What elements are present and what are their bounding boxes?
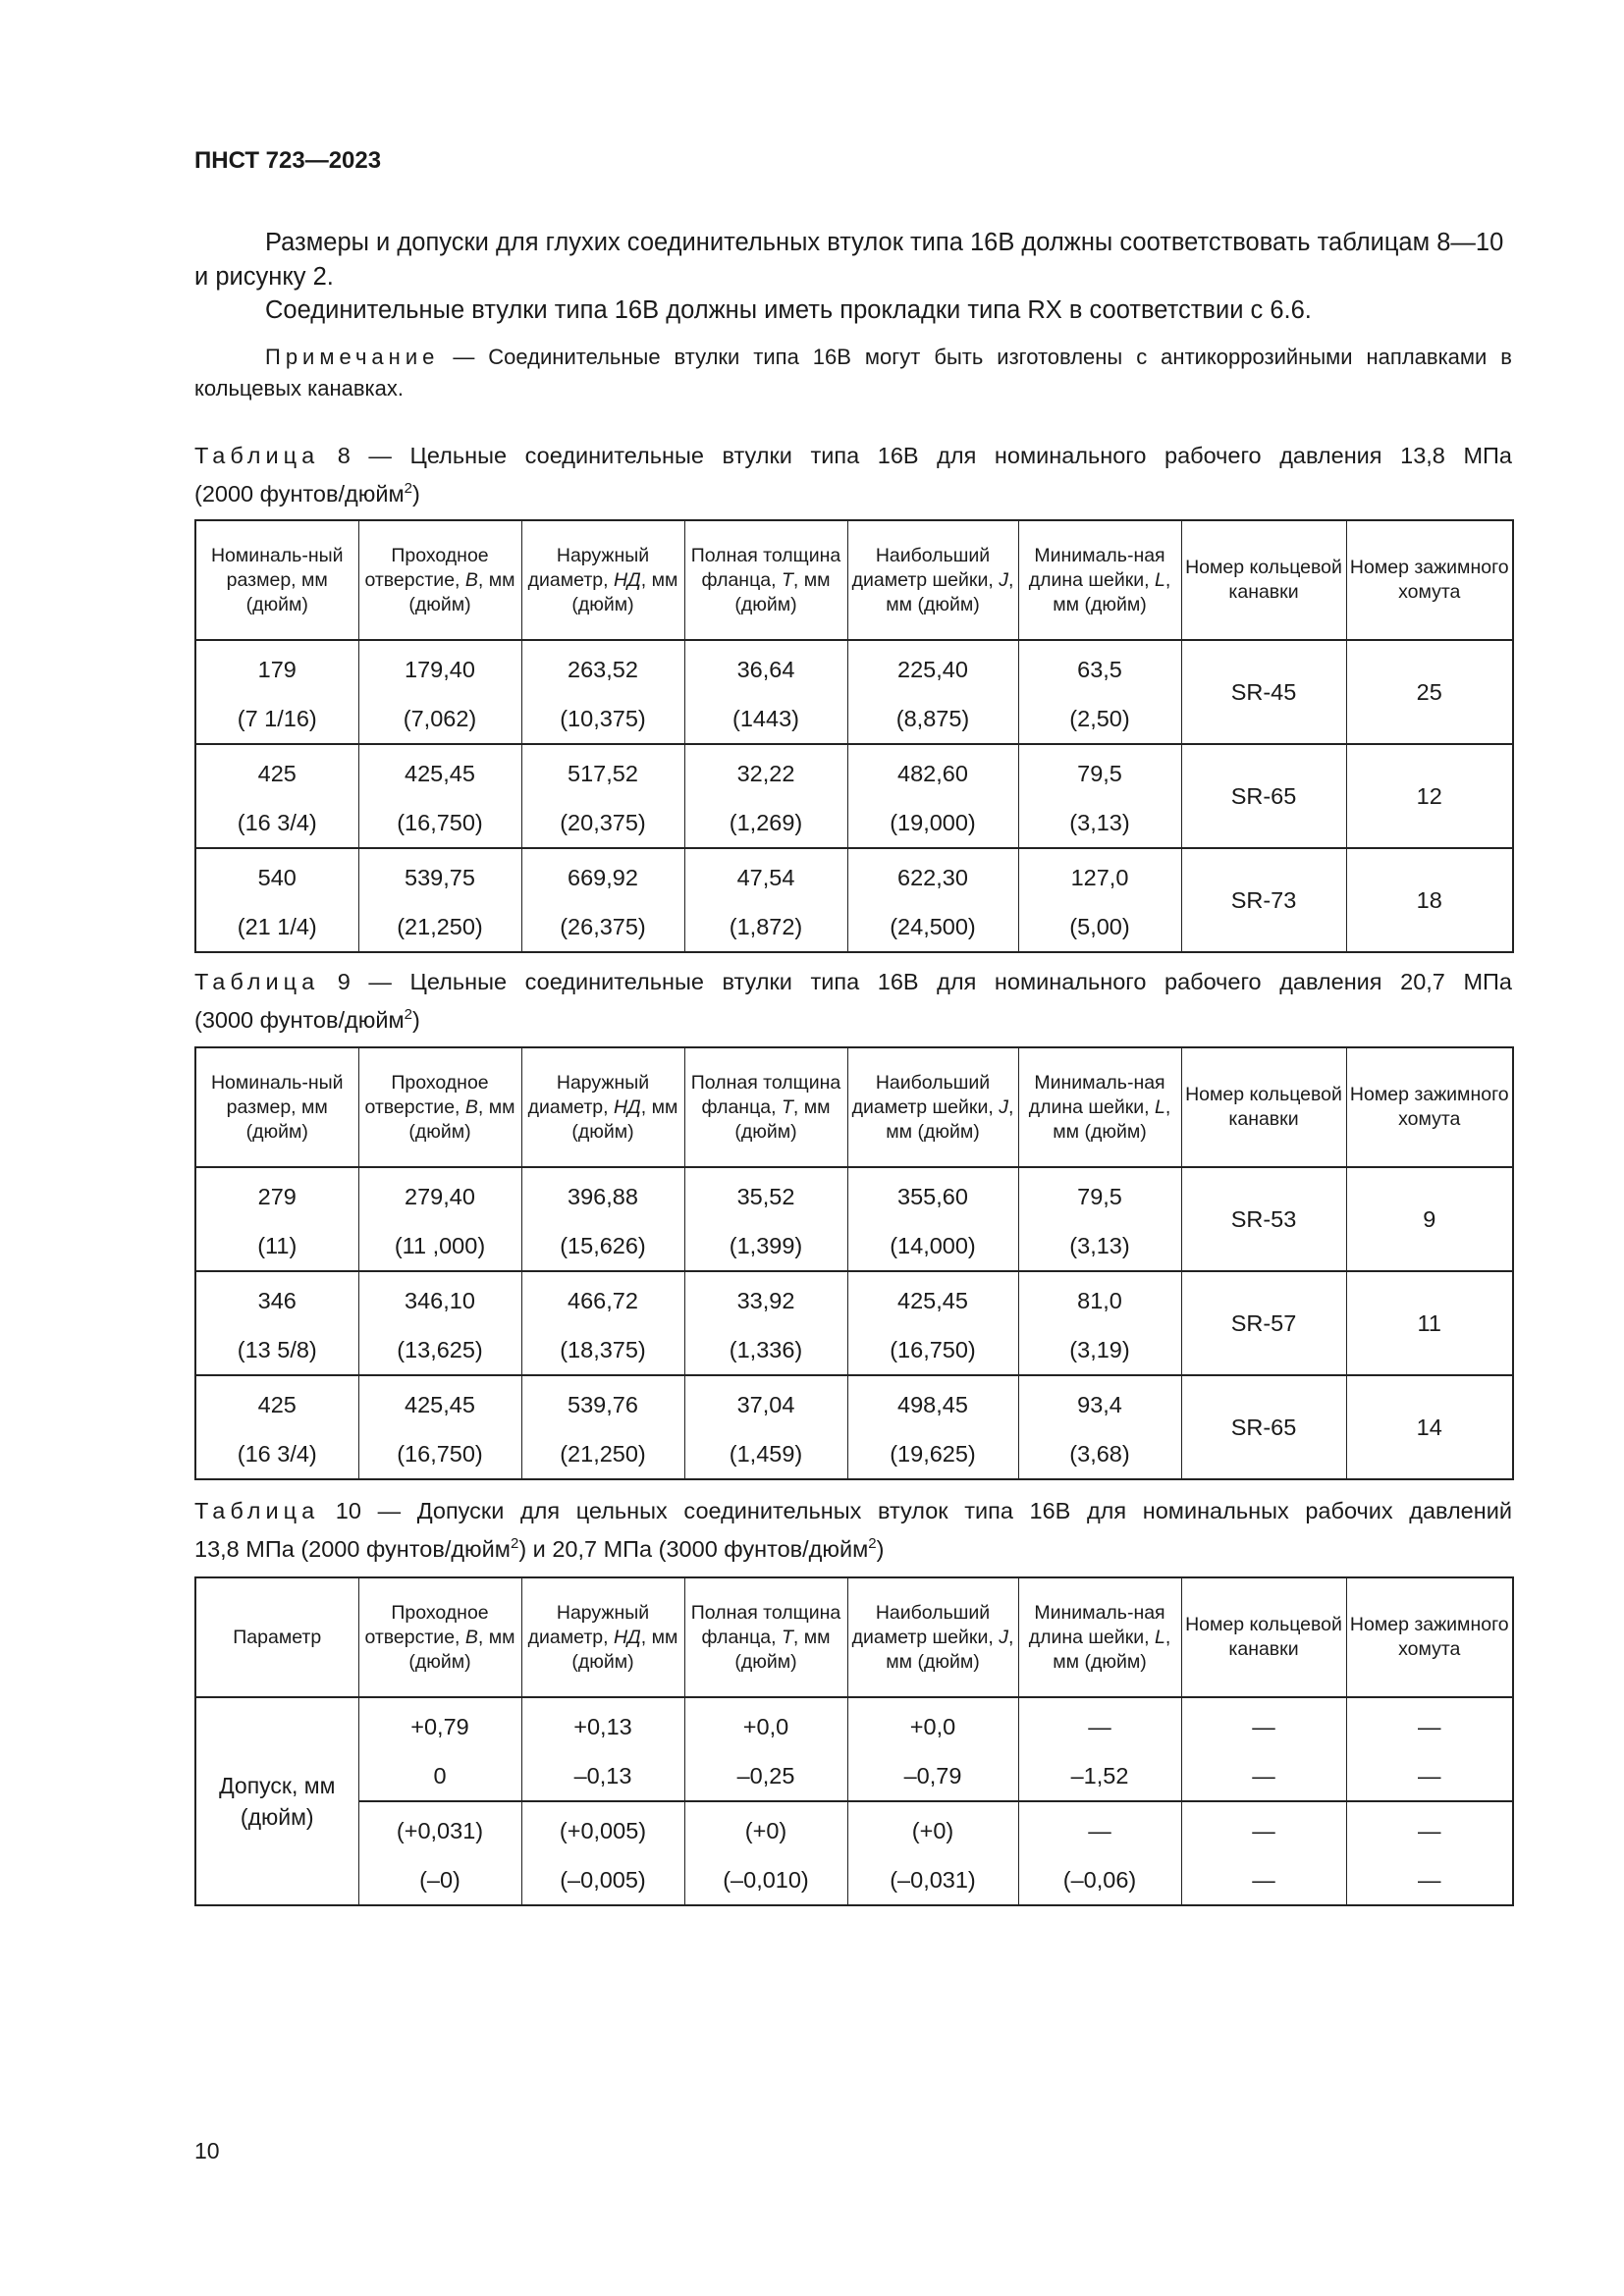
clamp-cell: 18 <box>1346 848 1513 952</box>
groove-cell: SR-53 <box>1181 1167 1346 1271</box>
clamp-cell: 9 <box>1346 1167 1513 1271</box>
header-nominal-size: Номиналь-ный размер, мм (дюйм) <box>195 520 358 640</box>
table8-caption <box>194 439 1512 510</box>
clamp-cell: 12 <box>1346 744 1513 848</box>
clamp-cell: 25 <box>1346 640 1513 744</box>
groove-cell: SR-73 <box>1181 848 1346 952</box>
table-row: (11) (11 ,000) (15,626) (1,399) (14,000) (3,13) <box>195 1221 1513 1271</box>
table10-caption-line2: 13,8 МПа (2000 фунтов/дюйм$^2$) и 20,7 МПа (3000 фунтов/дюйм$^2$) <box>194 1535 885 1562</box>
table9-caption-line2: (3000 фунтов/дюйм$^2$) <box>194 1006 420 1033</box>
table8-caption-label: Таблица <box>194 443 320 468</box>
table-row: (+0,031) (+0,005) (+0) (+0) — — — <box>195 1801 1513 1855</box>
header-parameter: Параметр <box>195 1577 358 1697</box>
note-text: — Соединительные втулки типа 16В могут быть изготовлены с антикоррозийными наплавками в кольцевых канавках. <box>194 345 1512 400</box>
header-neck-diameter: Наибольший диаметр шейки, J, мм (дюйм) <box>847 520 1018 640</box>
groove-cell: SR-45 <box>1181 640 1346 744</box>
table9-caption-line1: 9 — Цельные соединительные втулки типа 16В для номинального рабочего давления 20,7 МПа <box>319 969 1512 994</box>
header-clamp-number: Номер зажимного хомута <box>1346 1577 1513 1697</box>
table-row: (–0) (–0,005) (–0,010) (–0,031) (–0,06) — — <box>195 1855 1513 1905</box>
header-neck-length: Минималь-ная длина шейки, L, мм (дюйм) <box>1018 1047 1181 1167</box>
table-row: (16 3/4) (16,750) (21,250) (1,459) (19,625) (3,68) <box>195 1429 1513 1479</box>
table-row: (16 3/4) (16,750) (20,375) (1,269) (19,000) (3,13) <box>195 798 1513 848</box>
table-8 <box>194 519 1514 953</box>
table9-caption <box>194 965 1512 1037</box>
header-groove-number: Номер кольцевой канавки <box>1181 520 1346 640</box>
header-nominal-size: Номиналь-ный размер, мм (дюйм) <box>195 1047 358 1167</box>
table-row: 346 346,10 466,72 33,92 425,45 81,0 SR-57 11 <box>195 1271 1513 1325</box>
table10-caption <box>194 1494 1512 1566</box>
header-flange-thickness: Полная толщина фланца, T, мм (дюйм) <box>684 520 847 640</box>
groove-cell: SR-65 <box>1181 1375 1346 1479</box>
table-row: 540 539,75 669,92 47,54 622,30 127,0 SR-73 18 <box>195 848 1513 902</box>
groove-cell: SR-65 <box>1181 744 1346 848</box>
note-paragraph <box>194 342 1512 404</box>
table-row: 179 179,40 263,52 36,64 225,40 63,5 SR-45 25 <box>195 640 1513 694</box>
table-row: 0 –0,13 –0,25 –0,79 –1,52 — — <box>195 1751 1513 1801</box>
header-flange-thickness: Полная толщина фланца, T, мм (дюйм) <box>684 1047 847 1167</box>
table-row: (21 1/4) (21,250) (26,375) (1,872) (24,500) (5,00) <box>195 902 1513 952</box>
table8-caption-line1: 8 — Цельные соединительные втулки типа 16В для номинального рабочего давления 13,8 МПа <box>319 443 1512 468</box>
header-clamp-number: Номер зажимного хомута <box>1346 1047 1513 1167</box>
table9-caption-label: Таблица <box>194 969 320 994</box>
header-neck-length: Минималь-ная длина шейки, L, мм (дюйм) <box>1018 1577 1181 1697</box>
header-outer-diameter: Наружный диаметр, НД, мм (дюйм) <box>521 1047 684 1167</box>
header-bore: Проходное отверстие, B, мм (дюйм) <box>358 1047 521 1167</box>
table-9 <box>194 1046 1514 1480</box>
header-bore: Проходное отверстие, B, мм (дюйм) <box>358 1577 521 1697</box>
clamp-cell: 11 <box>1346 1271 1513 1375</box>
table-row: 425 425,45 517,52 32,22 482,60 79,5 SR-65 12 <box>195 744 1513 798</box>
table-9-body <box>195 1167 1513 1479</box>
table-10-body <box>195 1697 1513 1905</box>
table-10 <box>194 1576 1514 1906</box>
table-row: Допуск, мм (дюйм) +0,79 +0,13 +0,0 +0,0 — — — <box>195 1697 1513 1751</box>
table-row: 425 425,45 539,76 37,04 498,45 93,4 SR-65 14 <box>195 1375 1513 1429</box>
tolerance-label: Допуск, мм (дюйм) <box>195 1697 358 1905</box>
header-groove-number: Номер кольцевой канавки <box>1181 1047 1346 1167</box>
header-outer-diameter: Наружный диаметр, НД, мм (дюйм) <box>521 520 684 640</box>
table-row: (7 1/16) (7,062) (10,375) (1443) (8,875) (2,50) <box>195 694 1513 744</box>
table8-caption-line2: (2000 фунтов/дюйм$^2$) <box>194 480 420 507</box>
header-bore: Проходное отверстие, B, мм (дюйм) <box>358 520 521 640</box>
note-label: Примечание <box>265 345 440 369</box>
header-neck-diameter: Наибольший диаметр шейки, J, мм (дюйм) <box>847 1047 1018 1167</box>
standard-header: ПНСТ 723—2023 <box>194 147 382 174</box>
header-outer-diameter: Наружный диаметр, НД, мм (дюйм) <box>521 1577 684 1697</box>
table-row: 279 279,40 396,88 35,52 355,60 79,5 SR-53 9 <box>195 1167 1513 1221</box>
intro-paragraph-2: Соединительные втулки типа 16В должны иметь прокладки типа RX в соответствии с 6.6. <box>265 296 1312 324</box>
page-number: 10 <box>194 2138 220 2163</box>
table-8-body <box>195 640 1513 952</box>
table10-caption-label: Таблица <box>194 1498 320 1523</box>
header-neck-diameter: Наибольший диаметр шейки, J, мм (дюйм) <box>847 1577 1018 1697</box>
groove-cell: SR-57 <box>1181 1271 1346 1375</box>
clamp-cell: 14 <box>1346 1375 1513 1479</box>
header-neck-length: Минималь-ная длина шейки, L, мм (дюйм) <box>1018 520 1181 640</box>
table10-caption-line1: 10 — Допуски для цельных соединительных втулок типа 16В для номинальных рабочих давлений <box>319 1498 1512 1523</box>
intro-paragraph-1: Размеры и допуски для глухих соединительных втулок типа 16В должны соответствовать таблицам 8—10 и рисунку 2. <box>194 229 1504 291</box>
header-flange-thickness: Полная толщина фланца, T, мм (дюйм) <box>684 1577 847 1697</box>
table-row: (13 5/8) (13,625) (18,375) (1,336) (16,750) (3,19) <box>195 1325 1513 1375</box>
header-groove-number: Номер кольцевой канавки <box>1181 1577 1346 1697</box>
header-clamp-number: Номер зажимного хомута <box>1346 520 1513 640</box>
